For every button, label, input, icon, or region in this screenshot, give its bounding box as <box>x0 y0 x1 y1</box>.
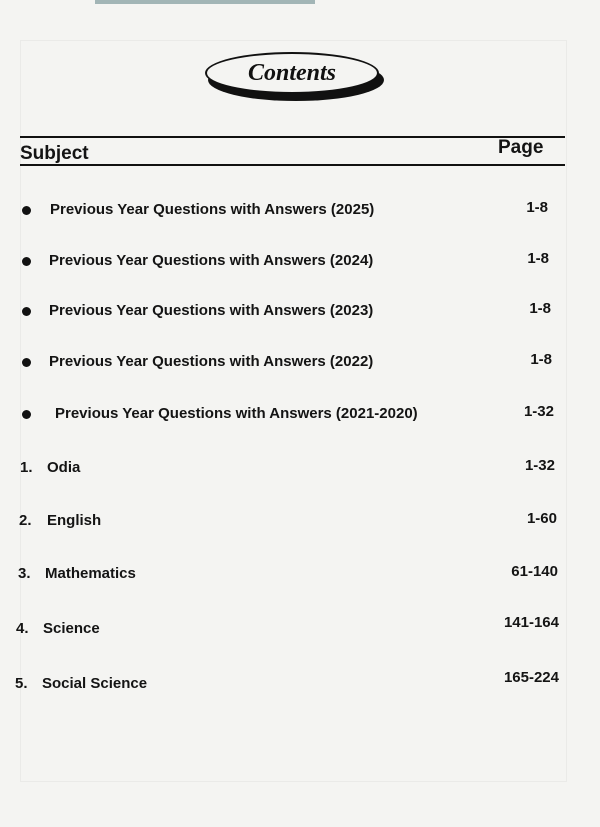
entry-page: 61-140 <box>511 563 558 580</box>
entry-page: 1-8 <box>527 250 549 267</box>
entry-label: Odia <box>47 459 81 476</box>
title-oval <box>205 52 379 94</box>
entry-page: 1-32 <box>524 457 555 474</box>
entry-label: Previous Year Questions with Answers (2022) <box>49 353 374 370</box>
entry-page: 1-8 <box>526 199 548 216</box>
subject-column-header: Subject <box>20 143 89 164</box>
bullet-icon <box>22 257 31 266</box>
entry-page: 1-60 <box>526 510 557 527</box>
page-column-header: Page <box>498 137 544 158</box>
entry-number: 1. <box>20 459 33 476</box>
contents-title-badge <box>205 52 385 104</box>
entry-label: Science <box>43 620 100 637</box>
entry-page: 1-8 <box>529 300 551 317</box>
bullet-icon <box>22 307 31 316</box>
toc-entry[interactable] <box>0 403 600 427</box>
bullet-icon <box>22 410 31 419</box>
entry-label: Previous Year Questions with Answers (2021-2020) <box>55 405 418 422</box>
bullet-icon <box>22 206 31 215</box>
entry-page: 1-8 <box>530 351 552 368</box>
page-title: Contents <box>247 59 337 86</box>
entry-number: 4. <box>16 620 29 637</box>
entry-label: Previous Year Questions with Answers (2025) <box>50 201 375 218</box>
entry-label: Mathematics <box>45 565 136 582</box>
entry-number: 5. <box>15 675 28 692</box>
toc-entry[interactable] <box>0 351 600 375</box>
toc-entry[interactable] <box>0 614 600 642</box>
top-edge-strip <box>95 0 315 4</box>
entry-label: Previous Year Questions with Answers (2024) <box>49 252 374 269</box>
bullet-icon <box>22 358 31 367</box>
entry-label: English <box>47 512 102 529</box>
toc-entry[interactable] <box>0 250 600 274</box>
toc-entry[interactable] <box>0 199 600 223</box>
entry-page: 165-224 <box>503 669 559 686</box>
entry-page: 1-32 <box>523 403 554 420</box>
toc-entry[interactable] <box>0 457 600 481</box>
entry-number: 2. <box>19 512 32 529</box>
entry-page: 141-164 <box>503 614 559 631</box>
entry-label: Social Science <box>42 675 148 692</box>
toc-entry[interactable] <box>0 669 600 697</box>
toc-entry[interactable] <box>0 300 600 324</box>
header-top-rule <box>20 136 565 138</box>
entry-label: Previous Year Questions with Answers (2023) <box>49 302 374 319</box>
toc-entry[interactable] <box>0 563 600 587</box>
header-bottom-rule <box>20 164 565 166</box>
toc-entry[interactable] <box>0 510 600 534</box>
entry-number: 3. <box>18 565 31 582</box>
